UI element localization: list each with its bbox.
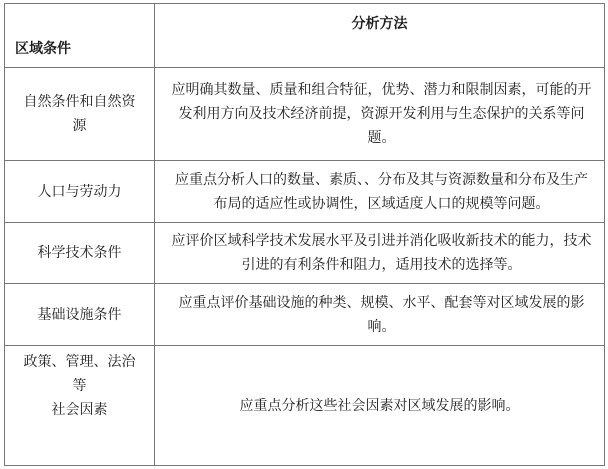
- condition-cell: [5, 68, 155, 161]
- condition-line: 人口与劳动力: [37, 183, 122, 200]
- condition-line: 科学技术条件: [37, 245, 122, 261]
- region-conditions-table: [4, 3, 605, 466]
- header-condition: 区域条件: [5, 4, 155, 68]
- condition-cell: [5, 346, 155, 466]
- condition-line: 政策、管理、法治: [23, 354, 136, 370]
- table-row: [5, 223, 605, 284]
- condition-line: 基础设施条件: [37, 306, 122, 323]
- condition-line: 自然条件和自然资: [23, 94, 136, 110]
- table-row: [5, 161, 605, 223]
- condition-cell: [5, 161, 155, 223]
- method-cell: 应重点分析这些社会因素对区域发展的影响。: [155, 346, 605, 466]
- table-row: [5, 346, 605, 466]
- condition-line: 社会因素: [51, 402, 108, 418]
- condition-cell: [5, 223, 155, 284]
- table-row: [5, 284, 605, 346]
- condition-line: 源: [72, 118, 87, 134]
- method-cell: 应重点分析人口的数量、素质、、分布及其与资源数量和分布及生产布局的适应性或协调性，区域适度人口的规模等问题。: [155, 161, 605, 223]
- method-cell: 应评价区域科学技术发展水平及引进并消化吸收新技术的能力，技术引进的有利条件和阻力，适用技术的选择等。: [155, 223, 605, 284]
- method-cell: 应重点评价基础设施的种类、规模、水平、配套等对区域发展的影响。: [155, 284, 605, 346]
- header-method: 分析方法: [155, 4, 605, 68]
- method-cell: 应明确其数量、质量和组合特征，优势、潜力和限制因素，可能的开发利用方向及技术经济前提，资源开发利用与生态保护的关系等问题。: [155, 68, 605, 161]
- table-row: [5, 68, 605, 161]
- header-row: [5, 4, 605, 68]
- condition-cell: [5, 284, 155, 346]
- condition-line: 等: [72, 378, 87, 394]
